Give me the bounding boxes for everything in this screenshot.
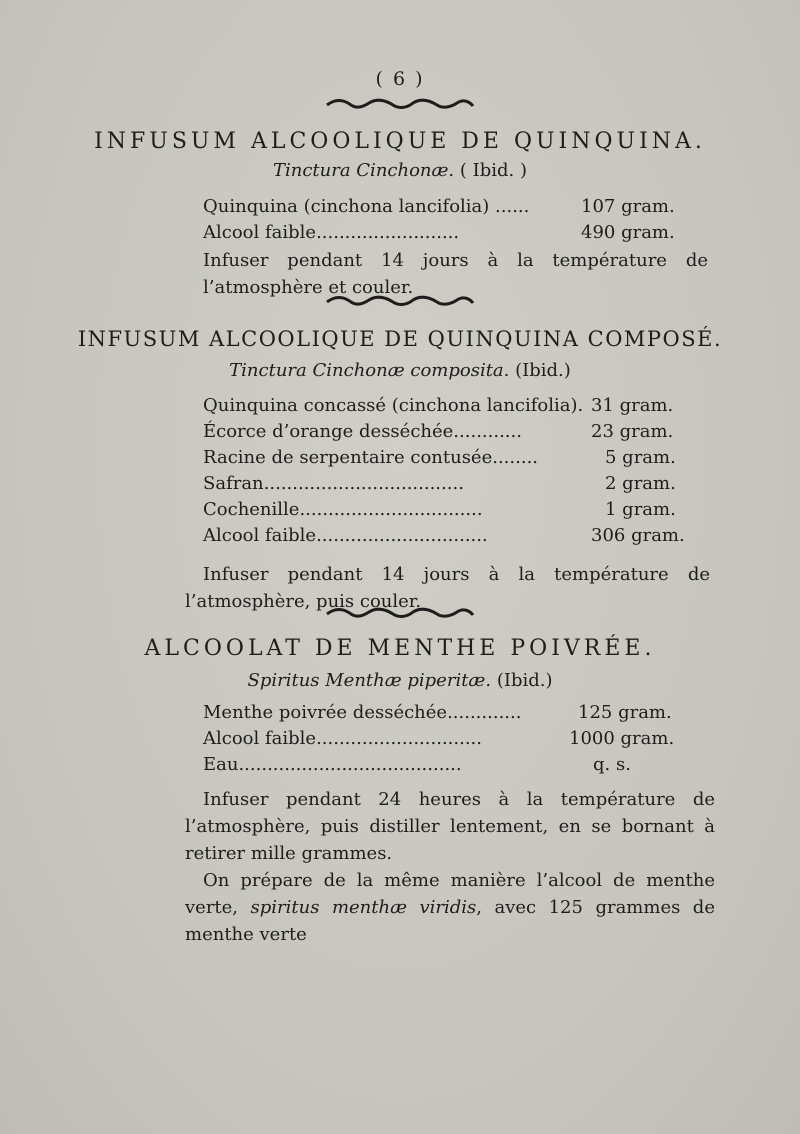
instruction-body: Infuser pendant 24 heures à la température de l’atmosphère, puis distiller lentement, en se bornant à retirer mille grammes.	[185, 789, 715, 864]
ingredient-label: Cochenille................................	[203, 499, 483, 520]
ingredient-amount: 490 gram.	[581, 222, 675, 243]
ingredient-amount: 306 gram.	[591, 525, 685, 546]
ingredient-amount: q. s.	[593, 754, 631, 775]
instruction-text	[185, 786, 715, 867]
ingredient-label: Alcool faible.........................	[203, 222, 460, 243]
ingredient-amount: 2 gram.	[605, 473, 676, 494]
ingredient-amount: 31 gram.	[591, 395, 674, 416]
reference: (Ibid.)	[515, 360, 571, 381]
ingredient-label: Eau.......................................	[203, 754, 462, 775]
latin-name: Tinctura Cinchonæ composita.	[229, 360, 510, 381]
ingredient-label: Safran...................................	[203, 473, 464, 494]
note-text	[185, 867, 715, 948]
ingredient-amount: 23 gram.	[591, 421, 674, 442]
ingredient-label: Menthe poivrée desséchée.............	[203, 702, 522, 723]
ingredient-amount: 1000 gram.	[569, 728, 675, 749]
divider-ornament	[0, 293, 800, 312]
section-title: INFUSUM ALCOOLIQUE DE QUINQUINA COMPOSÉ.	[77, 327, 723, 351]
ingredient-label: Racine de serpentaire contusée........	[203, 447, 539, 468]
reference: ( Ibid. )	[459, 160, 528, 181]
divider-ornament	[0, 96, 800, 115]
ingredient-amount: 107 gram.	[581, 196, 675, 217]
divider-ornament	[0, 605, 800, 624]
instruction-text: Infuser pendant 14 jours à la température de l’atmosphère et couler.	[203, 250, 708, 298]
note-part1: On prépare de la même manière l’alcool de menthe verte,	[185, 870, 715, 918]
section-title: INFUSUM ALCOOLIQUE DE QUINQUINA.	[94, 129, 706, 154]
ingredient-label: Alcool faible..............................	[203, 525, 488, 546]
note-part2: , avec 125 grammes de menthe verte	[185, 897, 715, 945]
section-subtitle	[0, 670, 800, 691]
page-number: ( 6 )	[375, 68, 425, 90]
ingredient-label: Quinquina concassé (cinchona lancifolia).	[203, 395, 584, 416]
latin-name: Tinctura Cinchonæ.	[272, 160, 455, 181]
ingredient-amount: 5 gram.	[605, 447, 676, 468]
ingredient-label: Quinquina (cinchona lancifolia) ......	[203, 196, 530, 217]
ingredient-amount: 1 gram.	[605, 499, 676, 520]
instruction-body: Infuser pendant 14 jours à la température de l’atmosphère, puis couler.	[185, 564, 710, 612]
ingredient-label: Alcool faible.............................	[203, 728, 482, 749]
latin-name: Spiritus Menthæ piperitæ.	[247, 670, 492, 691]
ingredient-label: Écorce d’orange desséchée............	[203, 421, 522, 442]
reference: (Ibid.)	[496, 670, 553, 691]
note-latin: spiritus menthæ viridis	[250, 897, 477, 918]
ingredient-amount: 125 gram.	[578, 702, 672, 723]
section-subtitle	[0, 360, 800, 381]
section-title: ALCOOLAT DE MENTHE POIVRÉE.	[144, 636, 656, 661]
section-subtitle	[0, 160, 800, 181]
